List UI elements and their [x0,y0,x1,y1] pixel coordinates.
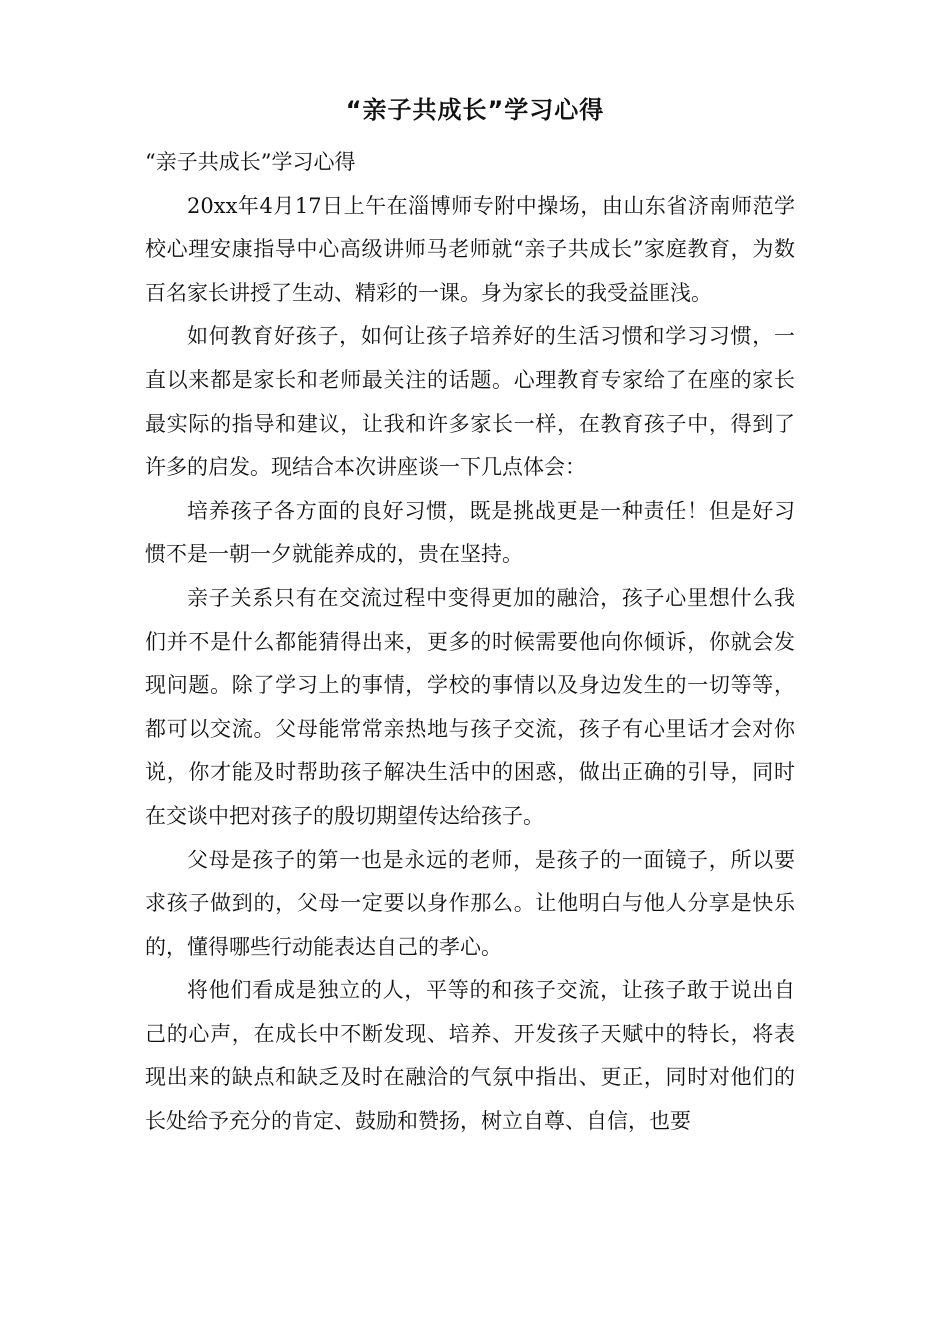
paragraph: 将他们看成是独立的人，平等的和孩子交流，让孩子敢于说出自己的心声，在成长中不断发现、培养、开发孩子天赋中的特长，将表现出来的缺点和缺乏及时在融洽的气氛中指出、更正，同时对他们的长处给予充分的肯定、鼓励和赞扬，树立自尊、自信，也要 [145,978,795,1134]
paragraph: 20xx年4月17日上午在淄博师专附中操场，由山东省济南师范学校心理安康指导中心高级讲师马老师就“亲子共成长”家庭教育，为数百名家长讲授了生动、精彩的一课。身为家长的我受益匪浅。 [145,193,795,305]
document-title: “亲子共成长”学习心得 [345,96,605,124]
paragraph: 培养孩子各方面的良好习惯，既是挑战更是一种责任！但是好习惯不是一朝一夕就能养成的，贵在坚持。 [145,498,795,567]
document-body [145,141,795,1144]
paragraph: 父母是孩子的第一也是永远的老师，是孩子的一面镜子，所以要求孩子做到的，父母一定要以身作那么。让他明白与他人分享是快乐的，懂得哪些行动能表达自己的孝心。 [145,847,795,959]
document-subtitle: “亲子共成长”学习心得 [145,150,356,174]
paragraph: 如何教育好孩子，如何让孩子培养好的生活习惯和学习习惯，一直以来都是家长和老师最关注的话题。心理教育专家给了在座的家长最实际的指导和建议，让我和许多家长一样，在教育孩子中，得到了许多的启发。现结合本次讲座谈一下几点体会： [145,324,795,480]
paragraph: 亲子关系只有在交流过程中变得更加的融洽，孩子心里想什么我们并不是什么都能猜得出来，更多的时候需要他向你倾诉，你就会发现问题。除了学习上的事情，学校的事情以及身边发生的一切等等，都可以交流。父母能常常亲热地与孩子交流，孩子有心里话才会对你说，你才能及时帮助孩子解决生活中的困惑，做出正确的引导，同时在交谈中把对孩子的殷切期望传达给孩子。 [145,585,795,828]
